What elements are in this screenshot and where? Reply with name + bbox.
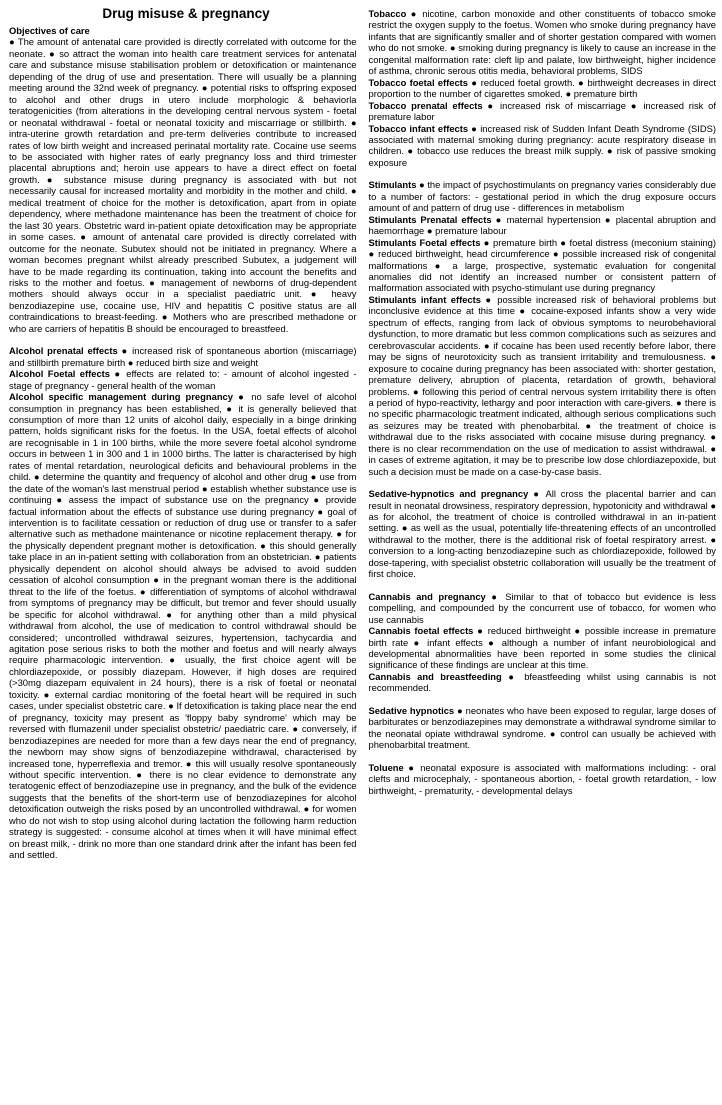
- section-paragraph: [369, 705, 717, 751]
- section-text: ● neonatal exposure is associated with malformations including: - oral clefts and microcephaly, - spontaneous abortion, - foetal growth retardation, - low birthweight, - prematurity, - developmental delays: [368, 761, 716, 796]
- section-heading: Cannabis foetal effects: [368, 625, 474, 637]
- section-heading: Alcohol specific management during pregnancy: [9, 391, 233, 403]
- section-heading: Sedative hypnotics: [368, 704, 455, 716]
- section-heading: Tobacco foetal effects: [368, 76, 469, 88]
- section-text: ● The amount of antenatal care provided is directly correlated with outcome for the neonate. ● so attract the woman into health care treatment services for antenatal care and substance misuse stabilisation problem or detoxification or maintenance depending of the drug of use and presentation. There will usually be a planning meeting around the 32nd week of pregnancy. ● potential risks to offspring exposed to alcohol and other drugs in utero include morphologic & behaviorla teratogenicities (from alterations in the developing central nervous system - foetal or neonatal withdrawal - foetal or neonatal toxicity and miscarriage or stillbirth. ● intra-uterine growth retardation and pre-term deliveries contribute to increased rates of low birth weight and increased perinatal mortality rate. Cocaine use seems to be associated with higher rates of early pregnancy loss and third trimester placental abruptions and; heroin use appears to have a direct effect on foetal growth. ● substance misuse during pregnancy is associated with but not necessarily causal for increased mortality and morbidity in the mother and child. ● medical treatment of choice for the mother is detoxification, apart from in opiate dependency, where methadone maintenance has been the treatment of choice for the last 30 years. Obstetric ward in-patient opiate detoxification may be appropriate in some cases. ● amount of antenatal care provided is directly correlated with outcome for the neonate. Subutex should not be initiated in pregnancy. Where a woman becomes pregnant whilst already prescribed Subutex, a judgement will have to be made regarding its continuation, taking into account the benefits and risks to the mother and foetus. ● management of newborns of drug-dependent mothers should always occur in a specialist paediatric unit. ● heavy benzodiazepine use, cocaine use, HIV and hepatitis C positive status are all contraindications to breast-feeding. ● Mothers who are prescribed methadone or who are carriers of hepatitis B should be encouraged to breastfeed.: [9, 36, 357, 334]
- section-paragraph: [369, 77, 717, 100]
- section-text: ● nicotine, carbon monoxide and other constituents of tobacco smoke restrict the oxygen supply to the foetus. Women who smoke during pregnancy have infants that are significantly smaller and of shorter gestation compared with women who do not smoke. ● smoking during pregnancy is likely to cause an increase in the congenital malformation rate: cleft lip and palate, low birthweight, higher incidence of asthma, chronic serous otitis media, behavioral problems, SIDS: [368, 8, 716, 77]
- section-heading: Tobacco prenatal effects: [368, 99, 483, 111]
- section-heading: Stimulants infant effects: [368, 293, 481, 305]
- section-text: ● effects are related to: - amount of alcohol ingested - stage of pregnancy - general health of the woman: [9, 368, 357, 391]
- section-heading: Sedative-hypnotics and pregnancy: [368, 488, 529, 500]
- section-text: ● the impact of psychostimulants on pregnancy varies considerably due to a number of factors: - gestational period in which the drug exposure occurs amount of and pattern of drug use - differences in metabolism: [368, 179, 717, 214]
- section-text: ● neonates who have been exposed to regular, large doses of barbiturates or benzodiazepines may demonstrate a withdrawal syndrome similar to the neonatal opiate withdrawal syndrome. ● control can usually be achieved with phenobarbital treatment.: [368, 704, 716, 751]
- section-paragraph: [369, 591, 717, 625]
- section-heading: Alcohol Foetal effects: [9, 368, 111, 380]
- section-heading: Tobacco infant effects: [368, 122, 469, 134]
- section-paragraph: [9, 36, 357, 334]
- section-paragraph: [369, 100, 717, 123]
- section-heading: Stimulants: [368, 179, 417, 191]
- section-text: ● increased risk of spontaneous abortion (miscarriage) and stillbirth premature birth ● reduced birth size and weight: [9, 345, 357, 368]
- left-column: [9, 25, 357, 861]
- section-paragraph: [369, 214, 717, 237]
- section-text: ● All cross the placental barrier and can result in neonatal drowsiness, respiratory depression, hypotonicity and withdrawal ● as for alcohol, the treatment of choice is controlled withdrawal in an in-patient setting. ● as well as the usual, potentially life-threatening effects of an uncontrolled withdrawal to the mother, there is the additional risk of foetal respiratory arrest. ● conversion to a long-acting benzodiazepine such as chlordiazepoxide, followed by dose-tapering, with specialist obstetric collaboration will usually be the treatment of first choice.: [368, 488, 717, 580]
- section-heading: Cannabis and breastfeeding: [368, 670, 502, 682]
- section-paragraph: [369, 8, 717, 77]
- section-paragraph: [9, 345, 357, 368]
- section-paragraph: [9, 25, 357, 36]
- section-text: ● maternal hypertension ● placental abruption and haemorrhage ● premature labour: [368, 213, 716, 237]
- columns: [9, 6, 716, 861]
- section-text: ● increased risk of miscarriage ● increased risk of premature labor: [368, 99, 716, 123]
- section-text: ● no safe level of alcohol consumption in pregnancy has been established, ● it is generally believed that consumption of more than 12 units of alcohol daily, especially in a binge drinking pattern, holds significant risks for the foetus. In the USA, foetal effects of alcohol are recognisable in 1 in 100 births, while the more severe foetal alcohol syndrome occurs in between 1 in 300 and 1 in 1000 births. The latter is characterised by high rates of mental retardation, neurological deficits and behavioural problems in the child. ● determine the quantity and frequency of alcohol and other drug ● use from the date of the woman's last menstrual period ● establish whether substance use is continuing ● assess the impact of substance use on the pregnancy ● provide factual information about the effects of substance use during pregnancy ● goal of intervention is to facilitate cessation or reduction of drug use or transfer to a safer alternative such as methadone maintenance or nicotine replacement therapy. ● for the physically dependent pregnant mother is detoxification. ● this should generally take place in an in-patient setting with collaboration from an obstetrician. ● patients physically dependent on alcohol should always be advised to avoid sudden cessation of alcohol consumption ● in the pregnant woman there is the additional threat to the life of the foetus. ● differentiation of symptoms of alcohol withdrawal from symptoms of pregnancy may be difficult, but tremor and fever should usually be specific for alcohol withdrawal. ● for anything other than a mild physical withdrawal from alcohol, the use of medication to control withdrawal should be considered; uncontrolled withdrawal seizures, hypertension, tachycardia and agitation pose serious risks to both the mother and foetus and will nearly always require pharmacologic intervention. ● usually, the first choice agent will be chlordiazepoxide, or possibly diazepam. However, if high doses are required (>30mg diazepam equivalent in 24 hours), there is a risk of foetal or neonatal toxicity. ● external cardiac monitoring of the foetal heart will be required in such cases, under specialist obstetric care. ● If detoxification is taking place near the end of pregnancy, toxicity may present as 'floppy baby syndrome' which may be reversed with flumazenil under specialist obstetric/ paediatric care. ● conversely, if benzodiazepines are needed for more than a few days near the end of pregnancy, the newborn may show signs of benzodiazepine withdrawal, characterised by increased tone, hyperreflexia and tremor. ● this will usually resolve spontaneously without specific intervention. ● there is no clear evidence to demonstrate any teratogenic effect of benzodiazepine use in pregnancy, and the bulk of the evidence suggests that the benefits of the short-term use of benzodiazepines for alcohol detoxification outweigh the risks posed by an uncontrolled withdrawal. ● for women who do not wish to stop using alcohol during lactation the following harm reduction strategy is suggested: - consume alcohol at times when it will have minimal effect on breast milk, - drink no more than one standard drink after the infant has been fed and settled.: [9, 391, 357, 861]
- right-column: [369, 8, 717, 861]
- section-paragraph: [369, 294, 717, 477]
- section-text: ● premature birth ● foetal distress (meconium staining) ● reduced birthweight, head circumference ● possible increased risk of congenital malformations ● a large, prospective, systematic evaluation for congenital anomalies did not identify an increased number or consistent pattern of malformation associated with psycho-stimulant use during pregnancy: [368, 236, 717, 294]
- section-text: ● reduced foetal growth. ● birthweight decreases in direct proportion to the number of cigarettes smoked. ● premature birth: [368, 76, 716, 100]
- section-text: ● Similar to that of tobacco but evidence is less compelling, and compounded by the concurrent use of tobacco, for women who use cannabis: [368, 590, 716, 625]
- section-heading: Stimulants Foetal effects: [368, 236, 481, 248]
- section-text: ● reduced birthweight ● possible increase in premature birth rate ● infant effects ● although a number of infant neurobiological and developmental abnormalities have been reported in some studies the clinical significance of these findings are unclear at this time.: [368, 625, 716, 671]
- section-text: ● bfeastfeeding whilst using cannabis is not recommended.: [368, 670, 716, 694]
- section-paragraph: [9, 368, 357, 391]
- section-paragraph: [9, 391, 357, 861]
- section-paragraph: [369, 762, 717, 796]
- section-paragraph: [369, 237, 717, 294]
- section-paragraph: [369, 123, 717, 169]
- document-title: Drug misuse & pregnancy: [102, 6, 270, 21]
- section-heading: Cannabis and pregnancy: [368, 590, 486, 602]
- section-text: ● increased risk of Sudden Infant Death Syndrome (SIDS) associated with maternal smoking during pregnancy: acute respiratory disease in children. ● tobacco use reduces the breast milk supply. ● risk of passive smoking exposure: [368, 122, 716, 168]
- section-heading: Toluene: [368, 761, 404, 773]
- section-heading: Alcohol prenatal effects: [9, 345, 118, 357]
- section-heading: Stimulants Prenatal effects: [368, 213, 492, 225]
- section-text: ● possible increased risk of behavioral problems but inconclusive evidence at this time ● cocaine-exposed infants show a very wide spectrum of effects, ranging from lack of obvious symptoms to neurobehavioral dysfunction, to more dramatic but less common complications such as seizures and cerebrovascular accidents. ● if cocaine has been used recently before labor, there may be signs of neurotoxicity such as transient irritability and tremulousness. ● exposure to cocaine during pregnancy has been associated with: shorter gestation, premature delivery, abruption of placenta, retardation of growth, behavioral problems. ● following this period of central nervous system irritability there is often a period of hypo-reactivity, lethargy and poor interaction with care-givers. ● there is no specific pharmacologic treatment indicated, although serious complications such as seizures may be treated with phenobarbital. ● the treatment of choice is withdrawal due to the risks associated with cocaine misuse during pregnancy. ● there is no clear recommendation on the use of medication to assist withdrawal. ● in cases of extreme agitation, it may be to prescribe low dose chlordiazepoxide, but such a decision must be made on a case-by-case basis.: [368, 293, 716, 477]
- section-paragraph: [369, 179, 717, 213]
- section-heading: Objectives of care: [9, 25, 90, 36]
- section-paragraph: [369, 671, 717, 694]
- section-heading: Tobacco: [368, 8, 407, 19]
- section-paragraph: [369, 625, 717, 671]
- section-paragraph: [369, 488, 717, 580]
